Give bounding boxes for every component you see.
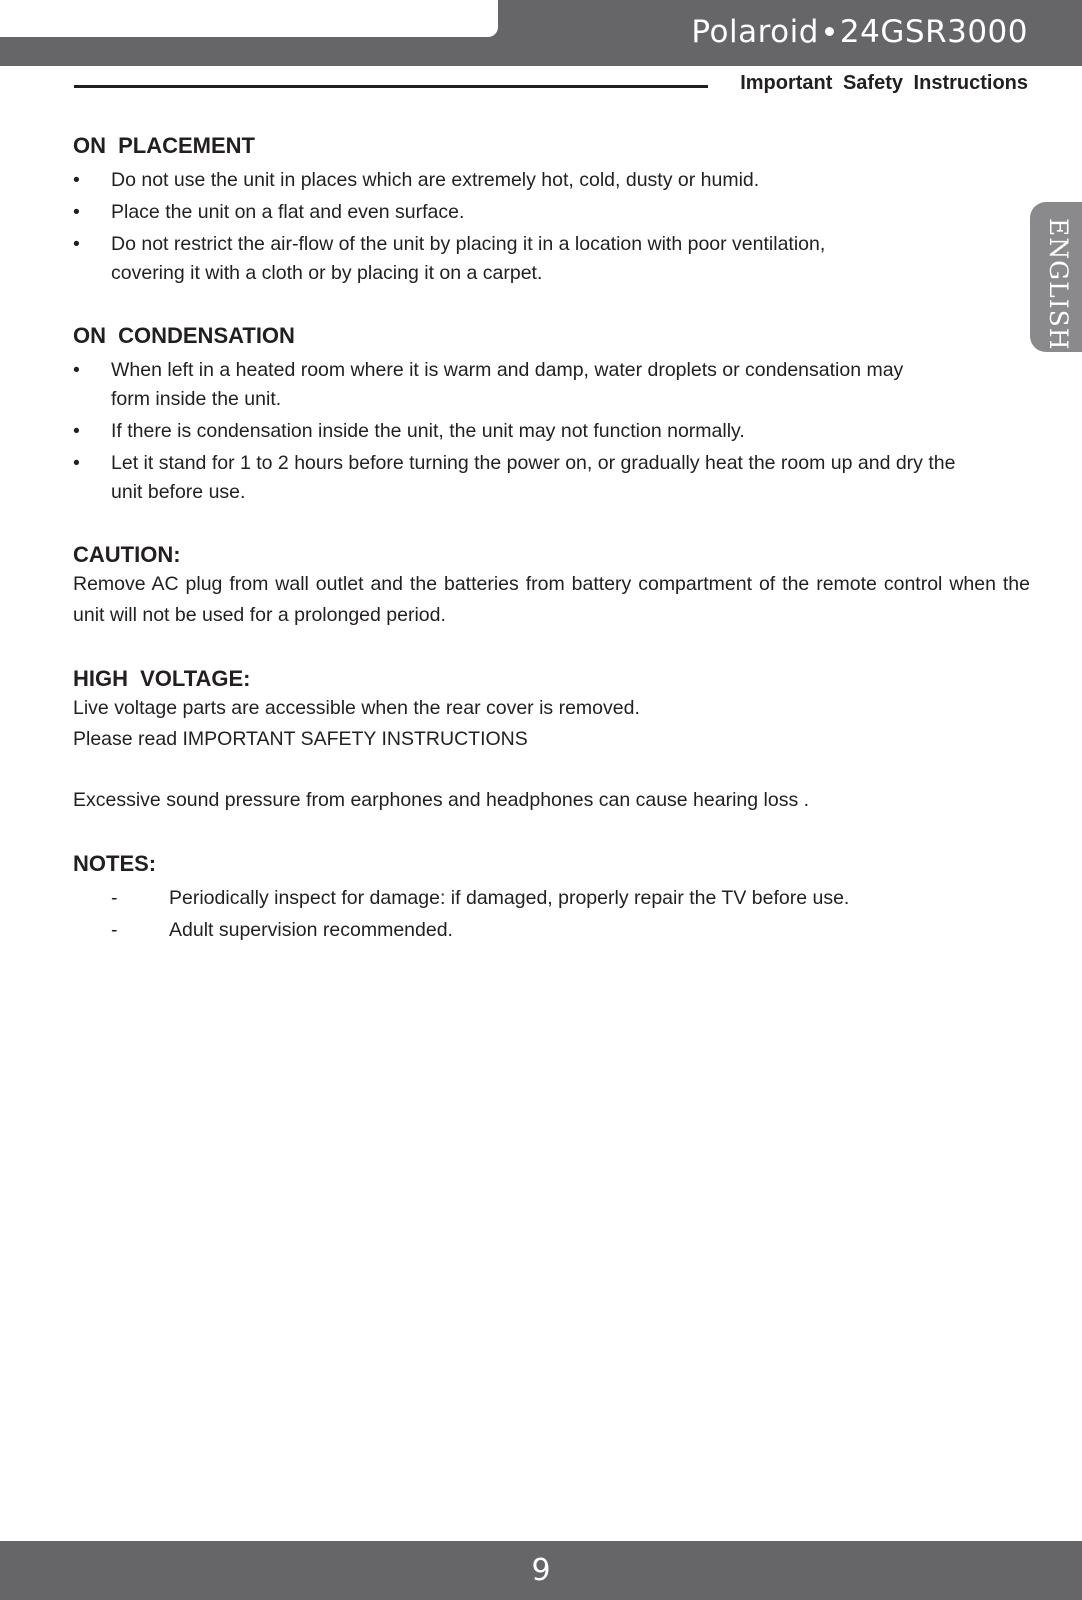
bullet-icon: •	[73, 452, 80, 474]
brand-model	[691, 14, 1028, 50]
list-item: - Adult supervision recommended.	[73, 916, 1030, 945]
model-number: 24GSR3000	[839, 14, 1028, 50]
condensation-list	[73, 356, 1030, 507]
bullet-dot-icon	[825, 27, 834, 36]
caution-heading: CAUTION:	[73, 542, 181, 567]
list-item: • Do not restrict the air-flow of the unit by placing it in a location with poor ventilation, covering it with a cloth or by placing it on a carpet.	[73, 230, 1030, 288]
section-rule	[74, 85, 708, 88]
placement-list	[73, 166, 1030, 288]
footer-bar	[0, 1541, 1082, 1600]
language-tab-label: ENGLISH	[1044, 218, 1073, 351]
high-voltage-heading: HIGH VOLTAGE:	[73, 666, 251, 691]
page-content	[73, 132, 1030, 979]
list-item: • When left in a heated room where it is warm and damp, water droplets or condensation may form inside the unit.	[73, 356, 1030, 414]
bullet-icon: •	[73, 201, 80, 223]
bullet-icon: •	[73, 420, 80, 442]
notes-section	[73, 850, 1030, 945]
list-item: • Do not use the unit in places which are extremely hot, cold, dusty or humid.	[73, 166, 1030, 195]
dash-icon: -	[111, 887, 118, 909]
condensation-heading: ON CONDENSATION	[73, 323, 295, 348]
list-item: • Place the unit on a flat and even surface.	[73, 198, 1030, 227]
brand-name: Polaroid	[691, 14, 819, 50]
notes-heading: NOTES:	[73, 851, 157, 876]
hearing-warning: Excessive sound pressure from earphones and headphones can cause hearing loss .	[73, 789, 810, 811]
condensation-section	[73, 322, 1030, 507]
language-tab	[1030, 202, 1082, 352]
header-bar	[0, 0, 1082, 66]
placement-heading: ON PLACEMENT	[73, 133, 255, 158]
placement-section	[73, 132, 1030, 288]
list-item: • If there is condensation inside the unit, the unit may not function normally.	[73, 417, 1030, 446]
section-title: Important Safety Instructions	[740, 72, 1028, 94]
bullet-icon: •	[73, 233, 80, 255]
bullet-icon: •	[73, 359, 80, 381]
high-voltage-line-1: Live voltage parts are accessible when the rear cover is removed.	[73, 697, 640, 719]
caution-section	[73, 541, 1030, 631]
caution-text: Remove AC plug from wall outlet and the batteries from battery compartment of the remote control when the unit will not be used for a prolonged period.	[73, 573, 1030, 626]
dash-icon: -	[111, 919, 118, 941]
list-item: • Let it stand for 1 to 2 hours before turning the power on, or gradually heat the room up and dry the unit before use.	[73, 449, 1030, 507]
high-voltage-section	[73, 665, 1030, 816]
list-item: - Periodically inspect for damage: if damaged, properly repair the TV before use.	[73, 884, 1030, 913]
high-voltage-line-2: Please read IMPORTANT SAFETY INSTRUCTIONS	[73, 728, 528, 750]
bullet-icon: •	[73, 169, 80, 191]
notes-list	[73, 884, 1030, 945]
header-tab-cutout	[0, 0, 498, 37]
page-number: 9	[531, 1553, 551, 1588]
